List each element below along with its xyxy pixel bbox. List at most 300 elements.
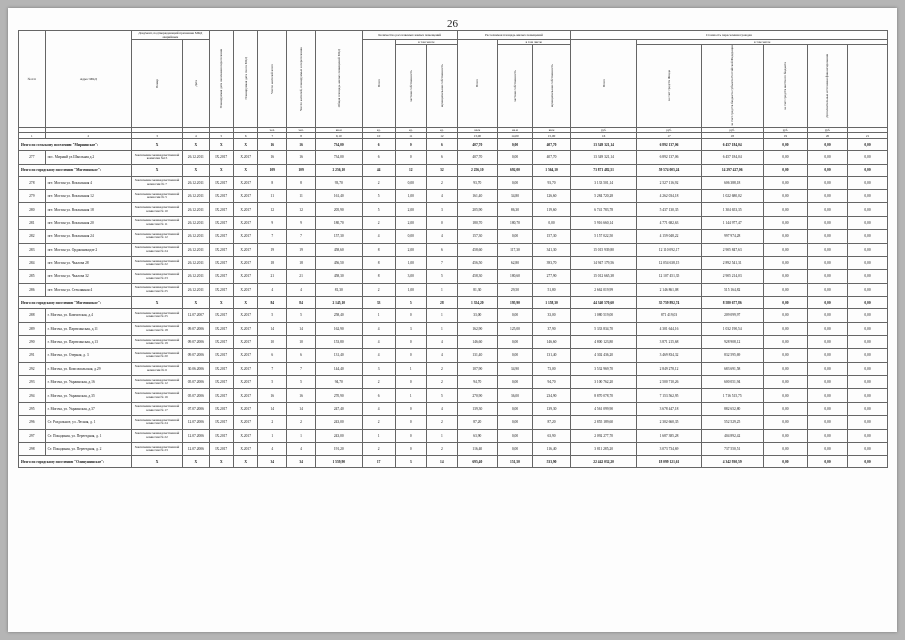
row-value: 205,90 xyxy=(315,203,362,216)
row-doc-date: 12.07.2006 xyxy=(183,443,210,456)
row-document: Заключение межведомственной комиссии № 7 xyxy=(132,176,183,189)
row-value: 0,00 xyxy=(847,416,887,429)
row-value: X.2017 xyxy=(233,335,257,348)
row-address: пгт. Могзон ул. Чкалова 28 xyxy=(45,256,131,269)
row-value: 0,00 xyxy=(763,309,807,322)
row-value: 3 xyxy=(362,362,395,375)
row-address: пгт. Могзон ул. Чкалова 32 xyxy=(45,270,131,283)
row-value: 2 892 541,31 xyxy=(701,256,763,269)
row-value: 0,00 xyxy=(808,256,848,269)
row-address: г. Могоча, ул. Партизанская, д.13 xyxy=(45,335,131,348)
row-value: 0,00 xyxy=(763,151,807,164)
row-value: IX.2017 xyxy=(209,256,233,269)
row-doc-date: 26.12.2011 xyxy=(183,190,210,203)
row-document: Заключение межведомственной комиссии № 12 xyxy=(132,230,183,243)
row-value: X.2017 xyxy=(233,402,257,415)
row-address: г. Могоча, ул. Украинская, д.35 xyxy=(45,389,131,402)
row-value: 0,00 xyxy=(808,322,848,335)
table-row xyxy=(19,322,888,335)
row-value: 0 xyxy=(426,216,457,229)
row-value: 0,00 xyxy=(847,151,887,164)
table-row xyxy=(19,389,888,402)
table-row xyxy=(19,151,888,164)
page-number: 26 xyxy=(447,18,458,30)
row-value: 11 xyxy=(287,190,316,203)
row-value: 2 302 660,35 xyxy=(637,416,701,429)
row-document: Заключение межведомственной комиссии № 22 xyxy=(132,256,183,269)
row-value: 4 xyxy=(287,283,316,296)
row-value: 33,00 xyxy=(457,309,497,322)
row-value: 0,00 xyxy=(847,176,887,189)
row-value: 0 xyxy=(395,402,426,415)
table-row xyxy=(19,256,888,269)
row-value: 21 xyxy=(258,270,287,283)
table-row xyxy=(19,309,888,322)
row-value: 13 349 321,14 xyxy=(570,151,637,164)
row-value: IX.2017 xyxy=(209,429,233,442)
row-value: 2 xyxy=(362,376,395,389)
row-value: 180,70 xyxy=(457,216,497,229)
row-document: Заключение межведомственной комиссии № 25 xyxy=(132,309,183,322)
row-value: 18 xyxy=(287,256,316,269)
row-value: 12 110 092,17 xyxy=(637,243,701,256)
row-value: 153,80 xyxy=(315,335,362,348)
subtotal-value: 0,00 xyxy=(808,139,848,151)
row-value: IX.2017 xyxy=(209,203,233,216)
row-value: 0,00 xyxy=(763,416,807,429)
row-value: 205,90 xyxy=(457,203,497,216)
row-value: 0,00 xyxy=(763,283,807,296)
area-group-header: Расселяемая площадь жилых помещений xyxy=(457,31,570,40)
row-value: X.2017 xyxy=(233,216,257,229)
row-value: 12 xyxy=(287,203,316,216)
row-value: 4 159 048,22 xyxy=(637,230,701,243)
row-value: 0,00 xyxy=(808,443,848,456)
row-value: X.2017 xyxy=(233,190,257,203)
row-value: 4 301 644,16 xyxy=(637,322,701,335)
row-document: Заключение межведомственной комиссии № 6 xyxy=(132,362,183,375)
row-value: 0,00 xyxy=(497,230,532,243)
row-value: 458,60 xyxy=(457,243,497,256)
row-number: 293 xyxy=(19,376,46,389)
row-value: 0,00 xyxy=(763,243,807,256)
row-number: 296 xyxy=(19,416,46,429)
col-residents-resettle-header: Число жителей, планируемых к переселению xyxy=(287,31,316,128)
row-value: 456,50 xyxy=(457,256,497,269)
row-doc-date: 26.12.2011 xyxy=(183,243,210,256)
row-value: 0,00 xyxy=(808,349,848,362)
row-value: 19 xyxy=(258,243,287,256)
row-doc-date: 26.12.2011 xyxy=(183,256,210,269)
row-value: 2 xyxy=(362,416,395,429)
table-row xyxy=(19,203,888,216)
row-value: 0,00 xyxy=(847,243,887,256)
row-number: 294 xyxy=(19,389,46,402)
row-value: 94,70 xyxy=(533,376,571,389)
row-value: X.2017 xyxy=(233,256,257,269)
subtotal-label: Итого по городскому поселению "Могочинское": xyxy=(19,164,132,176)
row-value: 404 892,42 xyxy=(701,429,763,442)
row-address: пгт. Могзон ул. Вокзальная 4 xyxy=(45,176,131,189)
row-value: 131,40 xyxy=(533,349,571,362)
row-number: 290 xyxy=(19,335,46,348)
row-value: 2 092 277,70 xyxy=(570,429,637,442)
row-value: 5 xyxy=(362,203,395,216)
table-row xyxy=(19,216,888,229)
row-value: 34,90 xyxy=(497,362,532,375)
row-value: 144,40 xyxy=(315,362,362,375)
subtotal-value: 109 xyxy=(258,164,287,176)
row-value: 4 xyxy=(362,230,395,243)
row-value: 997 974,28 xyxy=(701,230,763,243)
row-value: X.2017 xyxy=(233,322,257,335)
row-number: 285 xyxy=(19,270,46,283)
row-value: 0,00 xyxy=(763,216,807,229)
row-value: 0,00 xyxy=(808,151,848,164)
row-value: 0,00 xyxy=(533,216,571,229)
row-value: 0,00 xyxy=(808,309,848,322)
table-row xyxy=(19,270,888,283)
row-value: 832 595,69 xyxy=(701,349,763,362)
row-value: 2 xyxy=(287,416,316,429)
row-value: 0,00 xyxy=(808,283,848,296)
row-number: 278 xyxy=(19,176,46,189)
row-address: г. Могоча, ул. Партизанская, д.11 xyxy=(45,322,131,335)
subtotal-value: 1 354,20 xyxy=(457,297,497,309)
row-value: 0,00 xyxy=(847,362,887,375)
row-value: 7 xyxy=(258,230,287,243)
row-value: 180,70 xyxy=(497,216,532,229)
row-value: 871 419,03 xyxy=(637,309,701,322)
row-value: 0,00 xyxy=(847,402,887,415)
subtotal-value: 0,00 xyxy=(763,164,807,176)
row-value: 0,00 xyxy=(763,203,807,216)
row-value: 0,00 xyxy=(763,443,807,456)
row-value: 5 157 022,50 xyxy=(570,230,637,243)
row-value: 2 855 189,60 xyxy=(570,416,637,429)
row-value: 1 xyxy=(426,283,457,296)
row-value: 2 xyxy=(258,416,287,429)
subtotal-row xyxy=(19,456,888,468)
row-address: Ст. Покадиная, ул. Переездная, д. 1 xyxy=(45,429,131,442)
row-value: 4 xyxy=(258,283,287,296)
row-value: 277,90 xyxy=(533,270,571,283)
subtotal-value: X xyxy=(132,164,183,176)
subtotal-value: 3 xyxy=(395,456,426,468)
row-value: X.2017 xyxy=(233,176,257,189)
row-value: 600 051,94 xyxy=(701,376,763,389)
row-value: 456,50 xyxy=(315,256,362,269)
row-value: 14 xyxy=(258,322,287,335)
row-value: 1 xyxy=(395,389,426,402)
row-number: 283 xyxy=(19,243,46,256)
row-value: 7 xyxy=(287,362,316,375)
row-value: 7 153 562,95 xyxy=(637,389,701,402)
area-municipal-header: муниципальная собственность xyxy=(533,45,571,128)
subtotal-value: 109 xyxy=(287,164,316,176)
row-value: 270,90 xyxy=(315,389,362,402)
row-value: 0,00 xyxy=(808,389,848,402)
row-value: 2 xyxy=(362,283,395,296)
row-value: 0,00 xyxy=(808,216,848,229)
row-value: 2,00 xyxy=(395,243,426,256)
row-value: 2 662 019,99 xyxy=(570,283,637,296)
subtotal-value: 0,00 xyxy=(808,297,848,309)
row-value: 180,70 xyxy=(315,216,362,229)
row-value: 63,90 xyxy=(533,429,571,442)
row-value: 458,60 xyxy=(315,243,362,256)
row-value: 407,70 xyxy=(533,151,571,164)
subtotal-value: X xyxy=(209,164,233,176)
row-value: 1 080 519,00 xyxy=(570,309,637,322)
row-document: Заключение межведомственной комиссии № 25 xyxy=(132,283,183,296)
row-value: 2 xyxy=(426,376,457,389)
row-value: 14 947 179,56 xyxy=(570,256,637,269)
row-value: 0,00 xyxy=(808,429,848,442)
subtotal-value: X xyxy=(233,164,257,176)
row-value: 1,00 xyxy=(395,283,426,296)
row-value: 0,00 xyxy=(808,416,848,429)
row-value: 5 437 130,35 xyxy=(637,203,701,216)
row-value: 157,30 xyxy=(533,230,571,243)
subtotal-value: 195,90 xyxy=(497,297,532,309)
cost-extra-header: Дополнительные источники финансирования xyxy=(808,45,848,128)
row-value: 5 xyxy=(362,190,395,203)
row-value: 458,30 xyxy=(315,270,362,283)
row-value: 15 012 665,38 xyxy=(570,270,637,283)
table-row xyxy=(19,176,888,189)
row-value: 6 457 184,04 xyxy=(701,151,763,164)
row-value: 3 133 501,14 xyxy=(570,176,637,189)
row-value: 407,70 xyxy=(457,151,497,164)
row-value: IX.2017 xyxy=(209,243,233,256)
row-value: 4 561 099,90 xyxy=(570,402,637,415)
row-value: 3 678 447,18 xyxy=(637,402,701,415)
subtotal-value: 34 xyxy=(287,456,316,468)
row-value: 1 xyxy=(395,362,426,375)
row-number: 281 xyxy=(19,216,46,229)
table-row xyxy=(19,243,888,256)
subtotal-value: 32 xyxy=(426,164,457,176)
row-value: 0,00 xyxy=(847,283,887,296)
row-value: 12 107 451,35 xyxy=(637,270,701,283)
row-value: 0,00 xyxy=(847,376,887,389)
row-address: пгт. Могзон ул. Орджоникидзе 2 xyxy=(45,243,131,256)
row-value: 117,30 xyxy=(497,243,532,256)
row-value: 0,00 xyxy=(808,376,848,389)
row-value: 12 054 638,15 xyxy=(637,256,701,269)
row-value: 5 284 720,28 xyxy=(570,190,637,203)
row-value: X.2017 xyxy=(233,203,257,216)
subtotal-value: 28 xyxy=(426,297,457,309)
rooms-municipal-header: муниципальная собственность xyxy=(426,45,457,128)
row-doc-date: 26.12.2011 xyxy=(183,176,210,189)
row-value: 3 073 734,69 xyxy=(637,443,701,456)
row-doc-date: 09.07.2006 xyxy=(183,322,210,335)
row-value: 3 xyxy=(395,322,426,335)
row-document: Заключение межведомственной комиссии № 12 xyxy=(132,376,183,389)
row-value: 3 811 285,20 xyxy=(570,443,637,456)
row-value: 2 146 861,08 xyxy=(637,283,701,296)
row-document: Заключение межведомственной комиссии № 23 xyxy=(132,270,183,283)
row-address: Ст. Раздольное, ул. Лесная, д. 1 xyxy=(45,416,131,429)
row-value: 3,00 xyxy=(395,270,426,283)
subtotal-row xyxy=(19,139,888,151)
row-value: 63,90 xyxy=(457,429,497,442)
row-value: 116,40 xyxy=(533,443,571,456)
subtotal-value: 22 442 032,20 xyxy=(570,456,637,468)
row-number: 295 xyxy=(19,402,46,415)
row-document: Заключение межведомственной комиссии № 20 xyxy=(132,349,183,362)
subtotal-value: 73 871 482,51 xyxy=(570,164,637,176)
row-value: 2 500 710,26 xyxy=(637,376,701,389)
row-value: 4 xyxy=(362,349,395,362)
row-value: 12 xyxy=(258,203,287,216)
row-value: IX.2017 xyxy=(209,176,233,189)
subtotal-row xyxy=(19,164,888,176)
subtotal-value: 0,00 xyxy=(847,297,887,309)
cost-extra2-header xyxy=(847,45,887,128)
row-value: 6 xyxy=(426,151,457,164)
subtotal-value: 16 xyxy=(258,139,287,151)
cost-subject-header: за счет средств бюджета субъекта Российской Федерации xyxy=(701,45,763,128)
row-value: 1 xyxy=(362,309,395,322)
row-value: 2 849 278,12 xyxy=(637,362,701,375)
row-value: 0 xyxy=(395,151,426,164)
row-value: 4 xyxy=(287,443,316,456)
row-doc-date: 09.07.2006 xyxy=(183,335,210,348)
row-value: 2 905 847,63 xyxy=(701,243,763,256)
subtotal-value: 16 xyxy=(287,139,316,151)
subtotal-value: 17 xyxy=(362,456,395,468)
row-value: 0,00 xyxy=(808,270,848,283)
row-value: 1,00 xyxy=(395,190,426,203)
row-value: 126,60 xyxy=(533,190,571,203)
col-planned-resettlement-header: Планируемая дата окончания переселения xyxy=(209,31,233,128)
row-value: 928 908,12 xyxy=(701,335,763,348)
row-value: 19 xyxy=(287,243,316,256)
row-address: пос. Мирный ул.Школьная д.2 xyxy=(45,151,131,164)
row-doc-date: 09.07.2006 xyxy=(183,349,210,362)
row-value: 6 xyxy=(287,349,316,362)
row-address: г. Могоча, ул. Озерная, д. 3 xyxy=(45,349,131,362)
row-value: 1 xyxy=(426,309,457,322)
row-value: 1 xyxy=(287,429,316,442)
row-value: 0 xyxy=(395,416,426,429)
subtotal-value: 407,70 xyxy=(533,139,571,151)
row-value: 87,20 xyxy=(533,416,571,429)
row-value: X.2017 xyxy=(233,283,257,296)
row-value: 94,70 xyxy=(457,376,497,389)
row-value: 0,00 xyxy=(847,256,887,269)
row-value: 6 xyxy=(258,349,287,362)
row-value: X.2017 xyxy=(233,309,257,322)
cost-incl-header: в том числе xyxy=(637,40,888,45)
row-value: 4 800 123,80 xyxy=(570,335,637,348)
row-value: 0,00 xyxy=(808,190,848,203)
row-value: 146,60 xyxy=(533,335,571,348)
row-value: 10 xyxy=(287,335,316,348)
row-value: 0,00 xyxy=(763,176,807,189)
row-value: 8 xyxy=(362,256,395,269)
row-value: 191,20 xyxy=(315,443,362,456)
row-value: 2 xyxy=(426,443,457,456)
row-value: 258,40 xyxy=(315,309,362,322)
row-value: 234,90 xyxy=(533,389,571,402)
subtotal-value: 33 xyxy=(362,297,395,309)
row-value: 15 015 939,80 xyxy=(570,243,637,256)
row-value: 0,00 xyxy=(808,176,848,189)
row-value: 552 529,25 xyxy=(701,416,763,429)
row-address: пгт. Могзон ул. Вокзальная 24 xyxy=(45,230,131,243)
col-doc-number-header: Номер xyxy=(132,40,183,128)
row-value: 0,00 xyxy=(847,349,887,362)
row-value: 7 xyxy=(287,230,316,243)
row-value: 34,80 xyxy=(497,190,532,203)
row-number: 284 xyxy=(19,256,46,269)
row-value: 0,00 xyxy=(808,335,848,348)
row-address: Ст. Покадиная, ул. Переездная, д. 2 xyxy=(45,443,131,456)
row-value: IX.2017 xyxy=(209,416,233,429)
row-value: 0,00 xyxy=(847,270,887,283)
subtotal-value: 5 xyxy=(395,297,426,309)
row-number: 298 xyxy=(19,443,46,456)
row-value: 0,00 xyxy=(497,429,532,442)
subtotal-value: 0,00 xyxy=(497,139,532,151)
col-area-total-header: Общая площадь жилых помещений МКД xyxy=(315,31,362,128)
row-value: X.2017 xyxy=(233,151,257,164)
subtotal-value: 6 xyxy=(362,139,395,151)
row-value: 157,30 xyxy=(457,230,497,243)
row-value: X.2017 xyxy=(233,270,257,283)
row-doc-date: 26.12.2011 xyxy=(183,216,210,229)
row-value: 33,00 xyxy=(533,309,571,322)
subtotal-value: 1 158,30 xyxy=(533,297,571,309)
row-value: 243,00 xyxy=(315,429,362,442)
row-value: 0,00 xyxy=(847,216,887,229)
row-value: IX.2017 xyxy=(209,389,233,402)
row-value: X.2017 xyxy=(233,376,257,389)
row-value: 16 xyxy=(287,389,316,402)
subtotal-value: 0 xyxy=(395,139,426,151)
row-document: Заключение межведомственной комиссии № 16 xyxy=(132,389,183,402)
subtotal-value: 0,00 xyxy=(808,456,848,468)
row-value: 0,00 xyxy=(763,335,807,348)
row-value: 81,30 xyxy=(457,283,497,296)
row-value: 94,70 xyxy=(315,376,362,389)
subtotal-value: 34 xyxy=(258,456,287,468)
row-address: г. Могоча, ул. Украинская, д.16 xyxy=(45,376,131,389)
row-value: 51,80 xyxy=(533,283,571,296)
row-document: Заключение межведомственной комиссии № 24 xyxy=(132,416,183,429)
row-value: 0,00 xyxy=(763,190,807,203)
subtotal-value: 151,50 xyxy=(497,456,532,468)
row-document: Заключение межведомственной комиссии № 17 xyxy=(132,402,183,415)
subtotal-label: Итого по городскому поселению "Могочинское": xyxy=(19,297,132,309)
row-value: 209 099,97 xyxy=(701,309,763,322)
row-value: 0,00 xyxy=(847,429,887,442)
row-number: 297 xyxy=(19,429,46,442)
subtotal-value: X xyxy=(209,139,233,151)
row-value: 0 xyxy=(395,376,426,389)
row-value: 2,00 xyxy=(395,203,426,216)
subtotal-value: X xyxy=(233,139,257,151)
row-value: 0,00 xyxy=(763,230,807,243)
row-value: 162,90 xyxy=(457,322,497,335)
row-value: 0 xyxy=(395,349,426,362)
row-value: 1 144 977,47 xyxy=(701,216,763,229)
row-value: 882 652,80 xyxy=(701,402,763,415)
